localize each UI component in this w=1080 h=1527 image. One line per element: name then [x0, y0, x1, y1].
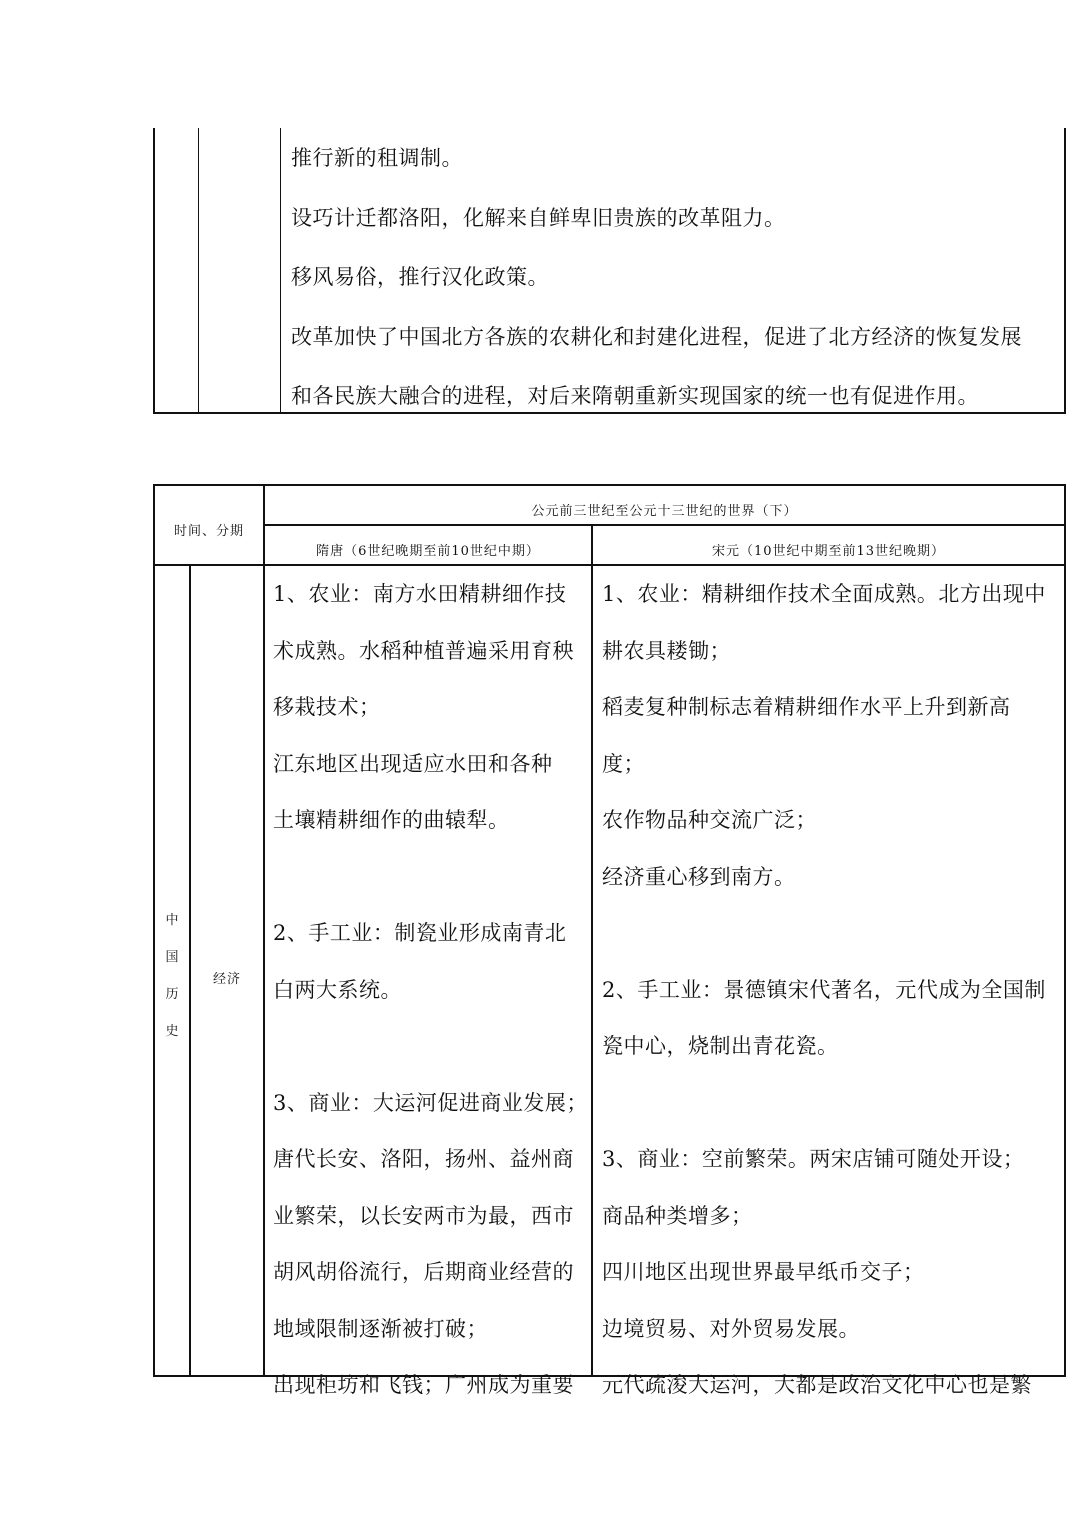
text-line: 2、手工业：制瓷业形成南青北	[273, 921, 567, 945]
text-line: 1、农业：精耕细作技术全面成熟。北方出现中	[602, 582, 1046, 606]
text-line: 3、商业：空前繁荣。两宋店铺可随处开设；	[602, 1147, 1025, 1171]
column-divider	[280, 128, 281, 412]
text-line: 商品种类增多；	[602, 1203, 753, 1228]
text-line: 白两大系统。	[273, 977, 402, 1002]
blank-line	[602, 1075, 1046, 1132]
column-divider	[198, 128, 199, 412]
text-line: 1、农业：南方水田精耕细作技	[273, 582, 567, 606]
text-line: 土壤精耕细作的曲辕犁。	[273, 808, 510, 832]
text-line: 四川地区出现世界最早纸币交子；	[602, 1260, 925, 1284]
sui-tang-economy-cell	[273, 566, 588, 1414]
text-line: 农作物品种交流广泛；	[602, 808, 817, 832]
text-line: 唐代长安、洛阳，扬州、益州商	[273, 1147, 574, 1171]
category-char: 中	[165, 913, 179, 928]
row-category-china-history	[155, 902, 189, 1050]
text-line: 改革加快了中国北方各族的农耕化和封建化进程，促进了北方经济的恢复发展	[291, 324, 1022, 349]
continuation-table	[153, 128, 1066, 414]
reform-content-cell	[291, 128, 1058, 425]
category-char: 历	[165, 987, 179, 1002]
text-line: 业繁荣，以长安两市为最，西市	[273, 1203, 574, 1228]
history-comparison-table	[153, 484, 1066, 1397]
sub-header-sui-tang: 隋唐（6世纪晚期至前10世纪中期）	[316, 544, 540, 559]
text-line: 设巧计迁都洛阳，化解来自鲜卑旧贵族的改革阻力。	[291, 205, 786, 230]
text-line: 移风易俗，推行汉化政策。	[291, 265, 549, 289]
text-line: 胡风胡俗流行，后期商业经营的	[273, 1260, 574, 1284]
header-divider	[263, 524, 1064, 526]
text-line: 江东地区出现适应水田和各种	[273, 751, 553, 776]
column-divider	[591, 525, 593, 1375]
column-divider	[263, 486, 265, 1375]
text-line: 2、手工业：景德镇宋代著名，元代成为全国制	[602, 977, 1046, 1002]
text-line: 耕农具耧锄；	[602, 638, 731, 663]
text-line: 边境贸易、对外贸易发展。	[602, 1316, 860, 1341]
text-line: 瓷中心，烧制出青花瓷。	[602, 1034, 839, 1058]
text-line: 推行新的租调制。	[291, 146, 463, 170]
text-line: 经济重心移到南方。	[602, 864, 796, 889]
text-line: 移栽技术；	[273, 695, 381, 719]
row-subcategory-economy: 经济	[212, 972, 241, 987]
text-line: 出现柜坊和飞钱；广州成为重要	[273, 1373, 574, 1397]
text-line: 和各民族大融合的进程，对后来隋朝重新实现国家的统一也有促进作用。	[291, 384, 979, 408]
text-line: 元代疏浚大运河，大都是政治文化中心也是繁	[602, 1373, 1032, 1397]
blank-line	[273, 1018, 588, 1075]
main-header: 公元前三世纪至公元十三世纪的世界（下）	[531, 504, 798, 519]
song-yuan-economy-cell	[602, 566, 1046, 1414]
blank-line	[273, 849, 588, 906]
corner-label: 时间、分期	[173, 524, 244, 539]
category-char: 国	[165, 950, 179, 965]
category-char: 史	[165, 1024, 179, 1039]
sub-header-song-yuan: 宋元（10世纪中期至前13世纪晚期）	[711, 544, 946, 559]
blank-line	[602, 905, 1046, 962]
text-line: 度；	[602, 751, 645, 776]
text-line: 稻麦复种制标志着精耕细作水平上升到新高	[602, 695, 1011, 719]
text-line: 3、商业：大运河促进商业发展；	[273, 1090, 588, 1115]
text-line: 术成熟。水稻种植普遍采用育秧	[273, 638, 574, 663]
text-line: 地域限制逐渐被打破；	[273, 1316, 488, 1341]
